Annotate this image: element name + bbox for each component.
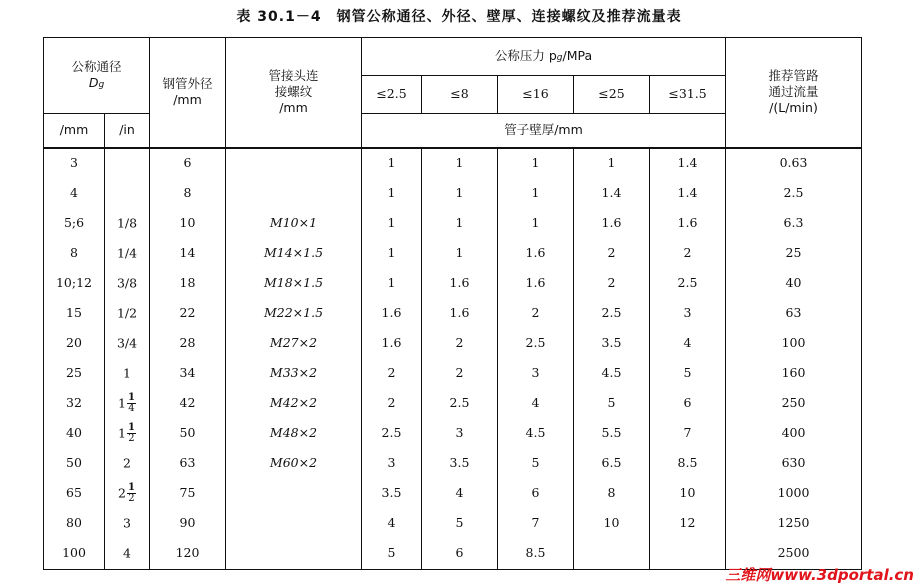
unit-mm-header: /mm: [44, 114, 105, 148]
cell-wall-p5: 5: [650, 359, 726, 389]
cell-outer-diameter: 120: [150, 539, 226, 570]
cell-wall-p5: 1.4: [650, 179, 726, 209]
cell-outer-diameter: 42: [150, 389, 226, 419]
cell-wall-p2: 2.5: [422, 389, 498, 419]
cell-wall-p1: 1: [362, 209, 422, 239]
cell-wall-p2: 2: [422, 359, 498, 389]
cell-wall-p4: 5.5: [574, 419, 650, 449]
cell-wall-p4: [574, 539, 650, 570]
cell-wall-p1: 1: [362, 239, 422, 269]
pressure-col-1: ≤2.5: [362, 76, 422, 114]
cell-thread: M42×2: [226, 389, 362, 419]
cell-mm: 8: [44, 239, 105, 269]
cell-flow: 63: [726, 299, 862, 329]
cell-thread: M22×1.5: [226, 299, 362, 329]
wall-thickness-header: 管子壁厚/mm: [362, 114, 726, 148]
cell-outer-diameter: 50: [150, 419, 226, 449]
cell-in: [105, 269, 150, 299]
pressure-col-3: ≤16: [498, 76, 574, 114]
cell-wall-p2: 4: [422, 479, 498, 509]
inch-fraction: $\frac{1}{4}$: [127, 392, 135, 414]
cell-outer-diameter: 10: [150, 209, 226, 239]
cell-wall-p2: 2: [422, 329, 498, 359]
inch-integer: 2: [123, 455, 131, 471]
cell-mm: 20: [44, 329, 105, 359]
cell-wall-p4: 3.5: [574, 329, 650, 359]
cell-mm: 32: [44, 389, 105, 419]
table-row: [44, 329, 862, 359]
cell-in: [105, 479, 150, 509]
cell-in: [105, 329, 150, 359]
cell-in: [105, 419, 150, 449]
inch-fraction: $\frac{1}{2}$: [127, 482, 135, 504]
flow-unit: /(L/min): [769, 100, 818, 116]
cell-flow: 1250: [726, 509, 862, 539]
cell-mm: 10;12: [44, 269, 105, 299]
inch-integer: 4: [123, 545, 131, 561]
cell-mm: 15: [44, 299, 105, 329]
cell-thread: [226, 148, 362, 179]
table-row: [44, 359, 862, 389]
cell-wall-p5: 10: [650, 479, 726, 509]
cell-wall-p1: 1: [362, 148, 422, 179]
cell-outer-diameter: 63: [150, 449, 226, 479]
cell-in: [105, 509, 150, 539]
cell-wall-p3: 8.5: [498, 539, 574, 570]
flow-label-line1: 推荐管路: [768, 67, 819, 83]
table-row: [44, 209, 862, 239]
cell-wall-p2: 1: [422, 179, 498, 209]
cell-outer-diameter: 28: [150, 329, 226, 359]
inch-integer: 3: [123, 515, 131, 531]
cell-wall-p1: 2: [362, 389, 422, 419]
inch-integer: 1: [118, 425, 126, 441]
outer-diameter-header: [150, 38, 226, 148]
pressure-col-4: ≤25: [574, 76, 650, 114]
cell-in: [105, 539, 150, 570]
cell-thread: [226, 509, 362, 539]
cell-wall-p5: 12: [650, 509, 726, 539]
table-row: [44, 179, 862, 209]
cell-flow: 40: [726, 269, 862, 299]
cell-thread: M18×1.5: [226, 269, 362, 299]
cell-thread: [226, 479, 362, 509]
cell-wall-p5: 1.4: [650, 148, 726, 179]
cell-thread: M33×2: [226, 359, 362, 389]
cell-wall-p5: 2: [650, 239, 726, 269]
cell-flow: 100: [726, 329, 862, 359]
cell-thread: [226, 539, 362, 570]
inch-integer: 1: [118, 395, 126, 411]
cell-wall-p3: 2: [498, 299, 574, 329]
table-row: [44, 509, 862, 539]
cell-wall-p5: 7: [650, 419, 726, 449]
cell-in: [105, 449, 150, 479]
cell-outer-diameter: 22: [150, 299, 226, 329]
cell-wall-p3: 1.6: [498, 239, 574, 269]
cell-wall-p4: 2: [574, 239, 650, 269]
cell-wall-p3: 1: [498, 148, 574, 179]
cell-mm: 40: [44, 419, 105, 449]
cell-mm: 50: [44, 449, 105, 479]
outer-diameter-unit: /mm: [173, 92, 202, 108]
cell-outer-diameter: 90: [150, 509, 226, 539]
cell-wall-p1: 2.5: [362, 419, 422, 449]
cell-flow: 6.3: [726, 209, 862, 239]
cell-wall-p3: 1: [498, 179, 574, 209]
inch-integer: 1/4: [116, 245, 138, 261]
cell-flow: 2500: [726, 539, 862, 570]
cell-mm: 4: [44, 179, 105, 209]
inch-integer: 3/4: [116, 335, 138, 351]
table-row: [44, 449, 862, 479]
cell-outer-diameter: 18: [150, 269, 226, 299]
cell-flow: 0.63: [726, 148, 862, 179]
cell-mm: 5;6: [44, 209, 105, 239]
cell-thread: M14×1.5: [226, 239, 362, 269]
cell-mm: 25: [44, 359, 105, 389]
cell-wall-p4: 6.5: [574, 449, 650, 479]
table-row: [44, 479, 862, 509]
dg-symbol: Dg: [88, 75, 105, 91]
cell-wall-p5: [650, 539, 726, 570]
outer-diameter-label: 钢管外径: [162, 76, 213, 91]
cell-wall-p3: 4.5: [498, 419, 574, 449]
cell-wall-p5: 1.6: [650, 209, 726, 239]
cell-in: [105, 179, 150, 209]
nominal-diameter-label: 公称通径: [71, 59, 122, 75]
cell-wall-p4: 2.5: [574, 299, 650, 329]
pressure-col-2: ≤8: [422, 76, 498, 114]
cell-wall-p4: 2: [574, 269, 650, 299]
pressure-header: 公称压力 pg/MPa: [362, 38, 726, 76]
inch-integer: 2: [118, 485, 126, 501]
cell-wall-p2: 1: [422, 148, 498, 179]
cell-wall-p3: 4: [498, 389, 574, 419]
cell-flow: 400: [726, 419, 862, 449]
cell-in: [105, 299, 150, 329]
thread-header: [226, 38, 362, 148]
inch-integer: 3/8: [116, 275, 138, 291]
cell-wall-p2: 1.6: [422, 299, 498, 329]
cell-wall-p5: 2.5: [650, 269, 726, 299]
thread-label-line1: 管接头连: [268, 67, 319, 83]
cell-wall-p2: 5: [422, 509, 498, 539]
cell-wall-p4: 5: [574, 389, 650, 419]
inch-integer: 1/2: [116, 305, 138, 321]
cell-wall-p1: 1.6: [362, 299, 422, 329]
cell-outer-diameter: 6: [150, 148, 226, 179]
cell-wall-p3: 1.6: [498, 269, 574, 299]
cell-wall-p3: 2.5: [498, 329, 574, 359]
cell-wall-p2: 3.5: [422, 449, 498, 479]
cell-wall-p1: 5: [362, 539, 422, 570]
cell-wall-p5: 6: [650, 389, 726, 419]
cell-wall-p5: 8.5: [650, 449, 726, 479]
cell-wall-p2: 1: [422, 209, 498, 239]
cell-wall-p3: 3: [498, 359, 574, 389]
cell-in: [105, 239, 150, 269]
cell-mm: 3: [44, 148, 105, 179]
cell-mm: 65: [44, 479, 105, 509]
cell-wall-p1: 3.5: [362, 479, 422, 509]
cell-thread: M10×1: [226, 209, 362, 239]
cell-in: [105, 209, 150, 239]
cell-thread: [226, 179, 362, 209]
cell-wall-p3: 7: [498, 509, 574, 539]
cell-in: [105, 148, 150, 179]
pressure-col-5: ≤31.5: [650, 76, 726, 114]
cell-wall-p4: 1.4: [574, 179, 650, 209]
cell-outer-diameter: 34: [150, 359, 226, 389]
cell-thread: M60×2: [226, 449, 362, 479]
cell-thread: M27×2: [226, 329, 362, 359]
inch-integer: 1: [123, 365, 131, 381]
cell-flow: 2.5: [726, 179, 862, 209]
watermark: 三维网www.3dportal.cn: [725, 566, 914, 584]
inch-integer: 1/8: [116, 215, 138, 231]
cell-wall-p4: 8: [574, 479, 650, 509]
unit-in-header: /in: [105, 114, 150, 148]
cell-wall-p1: 1.6: [362, 329, 422, 359]
inch-fraction: $\frac{1}{2}$: [127, 422, 135, 444]
cell-wall-p4: 10: [574, 509, 650, 539]
cell-wall-p2: 1.6: [422, 269, 498, 299]
cell-flow: 630: [726, 449, 862, 479]
cell-wall-p2: 6: [422, 539, 498, 570]
thread-unit: /mm: [279, 100, 308, 116]
table-row: [44, 419, 862, 449]
cell-wall-p5: 4: [650, 329, 726, 359]
cell-wall-p5: 3: [650, 299, 726, 329]
cell-wall-p3: 1: [498, 209, 574, 239]
cell-flow: 250: [726, 389, 862, 419]
cell-wall-p4: 1.6: [574, 209, 650, 239]
cell-flow: 25: [726, 239, 862, 269]
cell-wall-p1: 4: [362, 509, 422, 539]
table-title: 表 30.1－4 钢管公称通径、外径、壁厚、连接螺纹及推荐流量表: [236, 9, 682, 25]
nominal-diameter-header: [44, 38, 150, 114]
cell-wall-p4: 1: [574, 148, 650, 179]
cell-wall-p1: 3: [362, 449, 422, 479]
cell-wall-p1: 1: [362, 269, 422, 299]
table-row: [44, 148, 862, 179]
cell-in: [105, 359, 150, 389]
cell-mm: 100: [44, 539, 105, 570]
table-row: [44, 269, 862, 299]
table-row: [44, 299, 862, 329]
flow-header: [726, 38, 862, 148]
cell-outer-diameter: 75: [150, 479, 226, 509]
cell-wall-p1: 2: [362, 359, 422, 389]
cell-mm: 80: [44, 509, 105, 539]
table-row: [44, 389, 862, 419]
cell-wall-p2: 1: [422, 239, 498, 269]
cell-in: [105, 389, 150, 419]
cell-wall-p4: 4.5: [574, 359, 650, 389]
thread-label-line2: 接螺纹: [274, 84, 313, 100]
cell-wall-p3: 5: [498, 449, 574, 479]
cell-wall-p3: 6: [498, 479, 574, 509]
flow-label-line2: 通过流量: [768, 84, 819, 100]
cell-wall-p1: 1: [362, 179, 422, 209]
table-row: [44, 239, 862, 269]
pipe-spec-table: [43, 37, 862, 570]
cell-flow: 160: [726, 359, 862, 389]
cell-outer-diameter: 14: [150, 239, 226, 269]
cell-thread: M48×2: [226, 419, 362, 449]
cell-flow: 1000: [726, 479, 862, 509]
cell-outer-diameter: 8: [150, 179, 226, 209]
cell-wall-p2: 3: [422, 419, 498, 449]
